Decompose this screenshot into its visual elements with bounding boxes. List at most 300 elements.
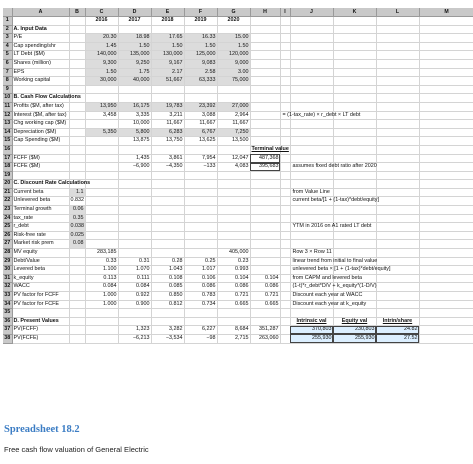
sheet-cell[interactable]: −4,350 [151, 163, 184, 172]
sheet-cell[interactable] [280, 42, 290, 51]
sheet-cell[interactable] [376, 171, 419, 180]
row-label-cell[interactable]: P/E [12, 34, 69, 43]
sheet-cell[interactable] [376, 223, 419, 232]
sheet-cell[interactable]: 13,500 [217, 137, 250, 146]
sheet-cell[interactable] [69, 68, 85, 77]
sheet-cell[interactable]: 1.000 [85, 300, 118, 309]
sheet-cell[interactable]: 0.038 [69, 223, 85, 232]
sheet-cell[interactable]: Intrinsic val [290, 317, 333, 326]
sheet-cell[interactable] [217, 309, 250, 318]
sheet-cell[interactable]: 20.30 [85, 34, 118, 43]
sheet-cell[interactable]: 7,954 [184, 154, 217, 163]
sheet-cell[interactable] [85, 334, 118, 343]
sheet-cell[interactable] [280, 326, 290, 335]
sheet-cell[interactable] [280, 317, 290, 326]
sheet-cell[interactable]: 2,715 [217, 334, 250, 343]
sheet-cell[interactable] [290, 214, 333, 223]
sheet-cell[interactable]: 0.665 [250, 300, 280, 309]
sheet-cell[interactable] [419, 197, 473, 206]
sheet-cell[interactable] [250, 249, 280, 258]
sheet-cell[interactable]: 1.50 [118, 42, 151, 51]
row-header[interactable]: 7 [3, 68, 12, 77]
row-label-cell[interactable]: Current beta [12, 188, 69, 197]
sheet-cell[interactable] [69, 145, 85, 154]
sheet-cell[interactable] [280, 85, 290, 94]
sheet-cell[interactable] [280, 274, 290, 283]
sheet-cell[interactable] [333, 85, 376, 94]
sheet-cell[interactable]: 0.08 [69, 240, 85, 249]
sheet-cell[interactable] [85, 154, 118, 163]
sheet-cell[interactable]: −133 [184, 163, 217, 172]
sheet-cell[interactable] [376, 145, 419, 154]
sheet-cell[interactable]: 0.28 [151, 257, 184, 266]
sheet-cell[interactable]: 30,000 [85, 77, 118, 86]
column-header[interactable]: D [118, 8, 151, 17]
sheet-cell[interactable]: 2019 [184, 17, 217, 26]
sheet-cell[interactable] [376, 59, 419, 68]
sheet-cell[interactable] [85, 309, 118, 318]
sheet-cell[interactable] [250, 17, 280, 26]
sheet-cell[interactable]: 9,083 [184, 59, 217, 68]
sheet-cell[interactable]: 255,930 [290, 334, 333, 343]
sheet-cell[interactable] [280, 292, 290, 301]
sheet-cell[interactable] [376, 17, 419, 26]
sheet-cell[interactable] [69, 34, 85, 43]
sheet-cell[interactable] [419, 292, 473, 301]
row-header[interactable]: 18 [3, 163, 12, 172]
sheet-cell[interactable] [333, 128, 376, 137]
sheet-cell[interactable] [85, 120, 118, 129]
sheet-cell[interactable]: 2016 [85, 17, 118, 26]
sheet-cell[interactable] [333, 154, 376, 163]
sheet-cell[interactable]: 0.900 [118, 300, 151, 309]
row-header[interactable]: 21 [3, 188, 12, 197]
sheet-cell[interactable] [85, 206, 118, 215]
sheet-cell[interactable] [280, 34, 290, 43]
row-header[interactable]: 31 [3, 274, 12, 283]
sheet-cell[interactable] [280, 25, 290, 34]
sheet-cell[interactable]: 1.017 [184, 266, 217, 275]
sheet-cell[interactable]: 13,950 [85, 102, 118, 111]
sheet-cell[interactable] [118, 206, 151, 215]
sheet-cell[interactable]: Terminal value [250, 145, 280, 154]
sheet-cell[interactable] [419, 128, 473, 137]
sheet-cell[interactable]: 0.113 [85, 274, 118, 283]
sheet-cell[interactable]: 5,350 [85, 128, 118, 137]
sheet-cell[interactable] [376, 42, 419, 51]
sheet-cell[interactable] [333, 25, 376, 34]
sheet-cell[interactable] [290, 51, 333, 60]
sheet-cell[interactable] [85, 214, 118, 223]
row-header[interactable]: 32 [3, 283, 12, 292]
sheet-cell[interactable] [376, 25, 419, 34]
sheet-cell[interactable] [151, 171, 184, 180]
sheet-cell[interactable] [376, 137, 419, 146]
sheet-cell[interactable] [376, 128, 419, 137]
sheet-cell[interactable]: 0.31 [118, 257, 151, 266]
row-header[interactable]: 15 [3, 137, 12, 146]
sheet-cell[interactable]: −3,534 [151, 334, 184, 343]
sheet-cell[interactable] [250, 188, 280, 197]
sheet-cell[interactable] [376, 102, 419, 111]
sheet-cell[interactable] [280, 188, 290, 197]
row-label-cell[interactable]: tax_rate [12, 214, 69, 223]
sheet-cell[interactable] [419, 188, 473, 197]
sheet-cell[interactable] [184, 240, 217, 249]
sheet-cell[interactable] [85, 223, 118, 232]
sheet-cell[interactable]: 6,227 [184, 326, 217, 335]
sheet-cell[interactable]: 10,000 [118, 120, 151, 129]
sheet-cell[interactable] [217, 85, 250, 94]
sheet-cell[interactable] [280, 257, 290, 266]
sheet-cell[interactable]: 23,392 [184, 102, 217, 111]
column-header[interactable]: A [12, 8, 69, 17]
sheet-cell[interactable] [376, 85, 419, 94]
sheet-cell[interactable] [280, 334, 290, 343]
sheet-cell[interactable] [290, 145, 333, 154]
sheet-cell[interactable] [151, 231, 184, 240]
sheet-cell[interactable] [184, 249, 217, 258]
sheet-cell[interactable]: 0.085 [151, 283, 184, 292]
sheet-cell[interactable]: 135,000 [118, 51, 151, 60]
row-label-cell[interactable]: D. Present Values [12, 317, 69, 326]
sheet-cell[interactable] [85, 137, 118, 146]
sheet-cell[interactable] [85, 163, 118, 172]
sheet-cell[interactable]: 0.111 [118, 274, 151, 283]
sheet-cell[interactable] [184, 309, 217, 318]
sheet-cell[interactable] [419, 94, 473, 103]
sheet-cell[interactable] [151, 197, 184, 206]
sheet-cell[interactable] [217, 171, 250, 180]
sheet-cell[interactable] [419, 68, 473, 77]
sheet-cell[interactable] [151, 206, 184, 215]
sheet-cell[interactable]: 230,803 [333, 326, 376, 335]
sheet-cell[interactable] [333, 68, 376, 77]
sheet-cell[interactable]: 2018 [151, 17, 184, 26]
row-label-cell[interactable]: B. Cash Flow Calculations [12, 94, 69, 103]
column-header[interactable]: M [419, 8, 473, 17]
sheet-cell[interactable] [69, 137, 85, 146]
sheet-cell[interactable]: 0.084 [85, 283, 118, 292]
sheet-cell[interactable] [333, 206, 376, 215]
sheet-cell[interactable]: unlevered beta × [1 + (1-tax)*debt/equity] [290, 266, 333, 275]
row-header[interactable]: 27 [3, 240, 12, 249]
sheet-cell[interactable]: 75,000 [217, 77, 250, 86]
sheet-cell[interactable]: 16,175 [118, 102, 151, 111]
column-header[interactable]: J [290, 8, 333, 17]
sheet-cell[interactable] [419, 334, 473, 343]
sheet-cell[interactable] [85, 188, 118, 197]
sheet-cell[interactable] [217, 145, 250, 154]
sheet-cell[interactable]: 0.086 [217, 283, 250, 292]
sheet-cell[interactable] [280, 128, 290, 137]
sheet-cell[interactable] [376, 120, 419, 129]
row-label-cell[interactable]: Risk-free rate [12, 231, 69, 240]
sheet-cell[interactable] [280, 300, 290, 309]
row-label-cell[interactable]: Levered beta [12, 266, 69, 275]
sheet-cell[interactable] [333, 180, 376, 189]
sheet-cell[interactable] [217, 317, 250, 326]
sheet-cell[interactable] [250, 42, 280, 51]
sheet-cell[interactable] [69, 326, 85, 335]
sheet-cell[interactable] [419, 257, 473, 266]
sheet-cell[interactable] [333, 137, 376, 146]
sheet-cell[interactable] [250, 197, 280, 206]
row-label-cell[interactable] [12, 17, 69, 26]
sheet-cell[interactable] [376, 111, 419, 120]
sheet-cell[interactable] [333, 231, 376, 240]
sheet-cell[interactable]: 2.58 [184, 68, 217, 77]
row-label-cell[interactable]: r_debt [12, 223, 69, 232]
sheet-cell[interactable] [376, 197, 419, 206]
row-label-cell[interactable]: FCFE ($M) [12, 163, 69, 172]
sheet-cell[interactable]: 1.50 [85, 68, 118, 77]
sheet-cell[interactable]: 18.98 [118, 34, 151, 43]
row-header[interactable]: 30 [3, 266, 12, 275]
sheet-cell[interactable]: 24.82 [376, 326, 419, 335]
sheet-cell[interactable]: 0.993 [217, 266, 250, 275]
sheet-cell[interactable]: 3,282 [151, 326, 184, 335]
row-label-cell[interactable] [12, 309, 69, 318]
row-header[interactable]: 9 [3, 85, 12, 94]
row-label-cell[interactable]: Shares (million) [12, 59, 69, 68]
row-label-cell[interactable]: C. Discount Rate Calculations [12, 180, 69, 189]
sheet-cell[interactable]: Discount each year at k_equity [290, 300, 333, 309]
sheet-cell[interactable] [184, 206, 217, 215]
sheet-cell[interactable]: 120,000 [217, 51, 250, 60]
sheet-cell[interactable] [290, 231, 333, 240]
sheet-cell[interactable] [217, 231, 250, 240]
sheet-cell[interactable] [376, 257, 419, 266]
column-header[interactable]: C [85, 8, 118, 17]
sheet-cell[interactable] [250, 34, 280, 43]
sheet-cell[interactable] [250, 102, 280, 111]
sheet-cell[interactable] [184, 145, 217, 154]
sheet-cell[interactable] [250, 25, 280, 34]
sheet-cell[interactable] [250, 266, 280, 275]
sheet-cell[interactable]: 1.45 [85, 42, 118, 51]
sheet-cell[interactable]: 1.100 [85, 266, 118, 275]
sheet-cell[interactable]: −98 [184, 334, 217, 343]
sheet-cell[interactable] [280, 223, 290, 232]
sheet-cell[interactable]: 17.65 [151, 34, 184, 43]
row-header[interactable]: 20 [3, 180, 12, 189]
sheet-cell[interactable] [333, 51, 376, 60]
sheet-cell[interactable]: 2,964 [217, 111, 250, 120]
sheet-cell[interactable] [250, 68, 280, 77]
sheet-cell[interactable] [333, 171, 376, 180]
sheet-cell[interactable] [184, 231, 217, 240]
sheet-cell[interactable] [419, 102, 473, 111]
sheet-cell[interactable]: 125,000 [184, 51, 217, 60]
sheet-cell[interactable] [376, 34, 419, 43]
sheet-cell[interactable]: 370,803 [290, 326, 333, 335]
sheet-cell[interactable]: = (1-tax_rate) × r_debt × LT debt [280, 111, 290, 120]
row-header[interactable]: 37 [3, 326, 12, 335]
sheet-cell[interactable] [376, 206, 419, 215]
sheet-cell[interactable] [69, 85, 85, 94]
row-label-cell[interactable]: MV equity [12, 249, 69, 258]
sheet-cell[interactable] [280, 249, 290, 258]
sheet-cell[interactable]: Discount each year at WACC [290, 292, 333, 301]
sheet-cell[interactable] [85, 197, 118, 206]
sheet-cell[interactable] [85, 326, 118, 335]
row-label-cell[interactable]: Terminal growth [12, 206, 69, 215]
sheet-cell[interactable]: 1.1 [69, 188, 85, 197]
sheet-cell[interactable] [151, 145, 184, 154]
sheet-cell[interactable]: 405,000 [217, 249, 250, 258]
sheet-cell[interactable] [333, 34, 376, 43]
sheet-cell[interactable] [69, 77, 85, 86]
row-header[interactable]: 3 [3, 34, 12, 43]
sheet-cell[interactable] [85, 171, 118, 180]
sheet-cell[interactable] [118, 188, 151, 197]
sheet-cell[interactable] [376, 77, 419, 86]
sheet-cell[interactable] [333, 240, 376, 249]
sheet-cell[interactable] [250, 111, 280, 120]
row-label-cell[interactable]: Chg working cap ($M) [12, 120, 69, 129]
sheet-cell[interactable] [69, 163, 85, 172]
sheet-cell[interactable]: 3,211 [151, 111, 184, 120]
sheet-cell[interactable] [290, 180, 333, 189]
sheet-cell[interactable] [250, 51, 280, 60]
sheet-cell[interactable] [419, 274, 473, 283]
sheet-cell[interactable] [376, 68, 419, 77]
sheet-cell[interactable] [250, 171, 280, 180]
sheet-cell[interactable]: 0.104 [217, 274, 250, 283]
row-header[interactable]: 35 [3, 309, 12, 318]
sheet-cell[interactable] [184, 180, 217, 189]
sheet-cell[interactable] [217, 214, 250, 223]
row-header[interactable]: 25 [3, 223, 12, 232]
sheet-cell[interactable] [290, 77, 333, 86]
row-header[interactable]: 2 [3, 25, 12, 34]
sheet-cell[interactable] [217, 25, 250, 34]
sheet-cell[interactable] [419, 300, 473, 309]
sheet-cell[interactable] [69, 283, 85, 292]
sheet-cell[interactable] [85, 94, 118, 103]
sheet-cell[interactable] [290, 128, 333, 137]
sheet-cell[interactable]: 3,458 [85, 111, 118, 120]
sheet-cell[interactable] [250, 77, 280, 86]
row-label-cell[interactable] [12, 85, 69, 94]
sheet-cell[interactable]: 13,625 [184, 137, 217, 146]
sheet-cell[interactable] [290, 34, 333, 43]
row-label-cell[interactable]: Interest ($M, after tax) [12, 111, 69, 120]
sheet-cell[interactable] [290, 25, 333, 34]
row-header[interactable]: 28 [3, 249, 12, 258]
sheet-cell[interactable] [151, 180, 184, 189]
sheet-cell[interactable] [419, 317, 473, 326]
sheet-cell[interactable]: 283,185 [85, 249, 118, 258]
sheet-cell[interactable] [376, 274, 419, 283]
sheet-cell[interactable]: 0.721 [250, 292, 280, 301]
sheet-cell[interactable] [419, 137, 473, 146]
row-label-cell[interactable]: Unlevered beta [12, 197, 69, 206]
sheet-cell[interactable]: Intrin/share [376, 317, 419, 326]
row-label-cell[interactable]: Working capital [12, 77, 69, 86]
sheet-cell[interactable] [250, 128, 280, 137]
sheet-cell[interactable] [184, 171, 217, 180]
sheet-cell[interactable]: 3,861 [151, 154, 184, 163]
sheet-cell[interactable]: (1-t)*r_debt*D/V + k_equity*(1-D/V) [290, 283, 333, 292]
sheet-cell[interactable] [250, 206, 280, 215]
row-header[interactable]: 22 [3, 197, 12, 206]
sheet-cell[interactable] [280, 137, 290, 146]
row-label-cell[interactable]: WACC [12, 283, 69, 292]
row-header[interactable]: 14 [3, 128, 12, 137]
sheet-cell[interactable] [69, 317, 85, 326]
sheet-cell[interactable] [376, 94, 419, 103]
sheet-cell[interactable]: 63,333 [184, 77, 217, 86]
sheet-cell[interactable] [184, 197, 217, 206]
sheet-cell[interactable] [184, 317, 217, 326]
sheet-cell[interactable]: 0.922 [118, 292, 151, 301]
sheet-cell[interactable]: 0.086 [250, 283, 280, 292]
sheet-cell[interactable] [69, 59, 85, 68]
sheet-cell[interactable] [333, 59, 376, 68]
sheet-cell[interactable] [376, 283, 419, 292]
sheet-cell[interactable]: 0.086 [184, 283, 217, 292]
sheet-cell[interactable] [290, 137, 333, 146]
sheet-cell[interactable] [376, 240, 419, 249]
sheet-cell[interactable] [419, 266, 473, 275]
sheet-cell[interactable] [333, 17, 376, 26]
sheet-cell[interactable] [118, 214, 151, 223]
row-header[interactable]: 33 [3, 292, 12, 301]
sheet-cell[interactable]: 16.33 [184, 34, 217, 43]
sheet-cell[interactable]: 3,335 [118, 111, 151, 120]
sheet-cell[interactable] [69, 25, 85, 34]
sheet-cell[interactable] [85, 231, 118, 240]
sheet-cell[interactable] [250, 240, 280, 249]
sheet-cell[interactable] [290, 154, 333, 163]
sheet-cell[interactable]: 0.106 [184, 274, 217, 283]
sheet-cell[interactable] [85, 25, 118, 34]
sheet-cell[interactable] [250, 309, 280, 318]
sheet-cell[interactable] [290, 17, 333, 26]
sheet-cell[interactable]: 0.084 [118, 283, 151, 292]
sheet-cell[interactable] [280, 283, 290, 292]
sheet-cell[interactable] [69, 17, 85, 26]
sheet-cell[interactable] [250, 120, 280, 129]
sheet-cell[interactable]: 8,684 [217, 326, 250, 335]
row-header[interactable]: 19 [3, 171, 12, 180]
sheet-cell[interactable] [85, 317, 118, 326]
sheet-cell[interactable] [151, 249, 184, 258]
sheet-cell[interactable]: −6,213 [118, 334, 151, 343]
row-header[interactable]: 36 [3, 317, 12, 326]
sheet-cell[interactable] [151, 188, 184, 197]
sheet-cell[interactable] [280, 163, 290, 172]
sheet-cell[interactable] [69, 334, 85, 343]
sheet-cell[interactable] [419, 120, 473, 129]
row-label-cell[interactable]: PV factor for FCFF [12, 292, 69, 301]
sheet-cell[interactable]: 51,667 [151, 77, 184, 86]
sheet-cell[interactable] [333, 42, 376, 51]
sheet-cell[interactable]: 140,000 [85, 51, 118, 60]
sheet-cell[interactable] [280, 214, 290, 223]
sheet-cell[interactable] [85, 240, 118, 249]
sheet-cell[interactable]: 6,283 [151, 128, 184, 137]
row-label-cell[interactable]: Debt/Value [12, 257, 69, 266]
sheet-cell[interactable] [419, 145, 473, 154]
sheet-cell[interactable]: 11,667 [151, 120, 184, 129]
column-header[interactable]: H [250, 8, 280, 17]
sheet-cell[interactable] [280, 171, 290, 180]
sheet-cell[interactable] [118, 317, 151, 326]
sheet-cell[interactable] [69, 309, 85, 318]
